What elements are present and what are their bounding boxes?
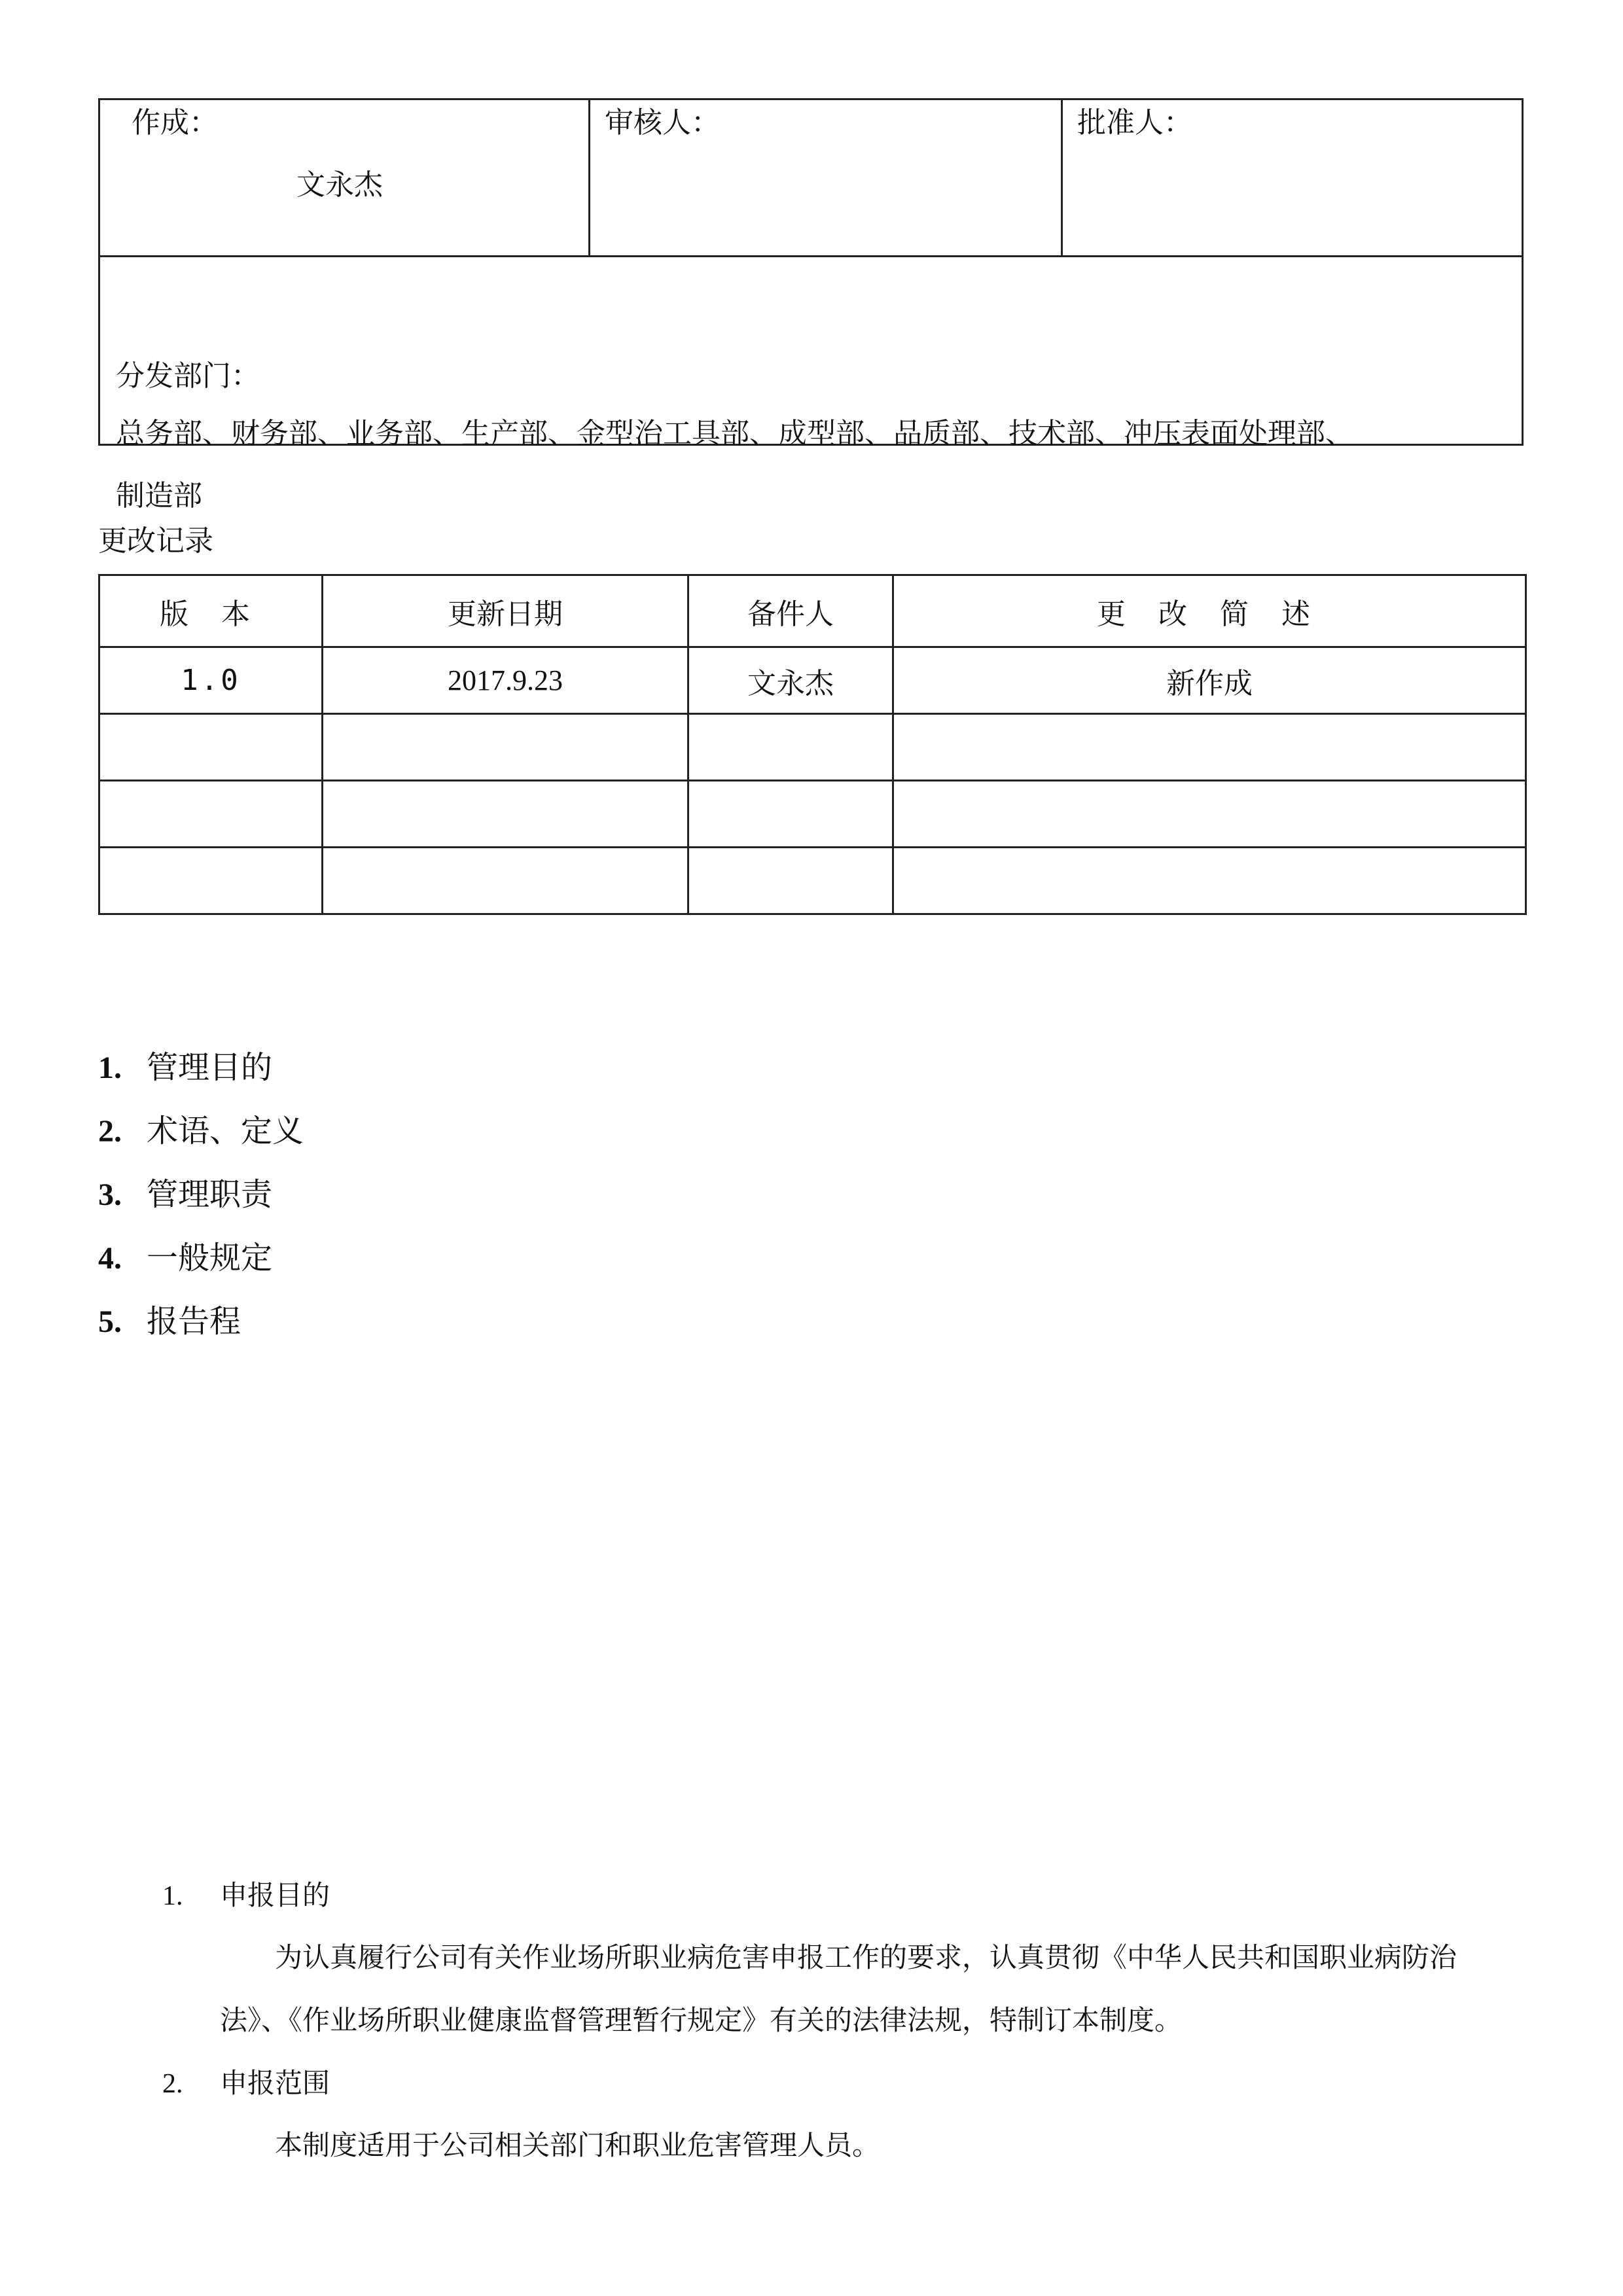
- cell-summary: [893, 848, 1526, 914]
- distribution-departments-line1: 总务部、财务部、业务部、生产部、金型治工具部、成型部、品质部、技术部、冲压表面处理部、: [116, 417, 1354, 450]
- table-of-contents: [98, 1046, 304, 1363]
- section-paragraph-line: 本制度适用于公司相关部门和职业危害管理人员。: [275, 2129, 880, 2161]
- toc-item: [98, 1236, 304, 1300]
- toc-item-number: 4.: [98, 1241, 122, 1276]
- cell-date: [323, 848, 688, 914]
- cell-author: [688, 714, 893, 781]
- table-row: [99, 647, 1526, 714]
- section-heading: [162, 2064, 330, 2104]
- cell-date: 2017.9.23: [323, 647, 688, 714]
- distribution-cell: [100, 257, 1522, 512]
- header-author: 备件人: [688, 575, 893, 647]
- toc-item: [98, 1109, 304, 1173]
- section-paragraph-line: 为认真履行公司有关作业场所职业病危害申报工作的要求，认真贯彻《中华人民共和国职业病防治: [275, 1941, 1457, 1973]
- table-row: [99, 781, 1526, 848]
- toc-item-label: 管理目的: [147, 1049, 273, 1086]
- toc-item-number: 1.: [98, 1050, 122, 1085]
- reviewer-label: 审核人：: [605, 106, 720, 139]
- table-row: [99, 714, 1526, 781]
- signature-row: [100, 100, 1522, 257]
- cell-date: [323, 714, 688, 781]
- prepared-cell: [100, 100, 590, 255]
- section-title: 申报范围: [220, 2067, 330, 2099]
- toc-item-number: 3.: [98, 1177, 122, 1212]
- reviewer-cell: [590, 100, 1063, 255]
- header-version: 版 本: [99, 575, 323, 647]
- cell-author: 文永杰: [688, 647, 893, 714]
- signature-table: [98, 98, 1524, 512]
- header-change-summary: 更 改 简 述: [893, 575, 1526, 647]
- cell-summary: [893, 714, 1526, 781]
- prepared-label: 作成：: [132, 106, 218, 139]
- section-number: 2.: [162, 2069, 183, 2099]
- approver-label: 批准人：: [1077, 106, 1192, 139]
- distribution-label: 分发部门：: [116, 359, 260, 393]
- cell-summary: 新作成: [893, 647, 1526, 714]
- toc-item: [98, 1300, 304, 1363]
- cell-author: [688, 781, 893, 848]
- cell-date: [323, 781, 688, 848]
- toc-item-label: 术语、定义: [147, 1113, 304, 1149]
- toc-item: [98, 1173, 304, 1236]
- cell-author: [688, 848, 893, 914]
- cell-version: [99, 714, 323, 781]
- cell-version: 1.0: [99, 647, 323, 714]
- toc-item-label: 一般规定: [147, 1240, 273, 1276]
- table-row: [99, 848, 1526, 914]
- section-number: 1.: [162, 1881, 183, 1911]
- change-record-title: 更改记录: [98, 524, 213, 558]
- change-record-table: [98, 574, 1527, 915]
- distribution-departments-line2: 制造部: [116, 479, 202, 512]
- toc-item-number: 2.: [98, 1114, 122, 1149]
- cell-version: [99, 781, 323, 848]
- section-heading: [162, 1876, 330, 1916]
- toc-item-number: 5.: [98, 1304, 122, 1339]
- cell-summary: [893, 781, 1526, 848]
- cell-version: [99, 848, 323, 914]
- section-paragraph-line: 法》、《作业场所职业健康监督管理暂行规定》有关的法律法规，特制订本制度。: [220, 2004, 1183, 2036]
- prepared-name: 文永杰: [296, 168, 383, 202]
- toc-item-label: 管理职责: [147, 1176, 273, 1213]
- change-table-header-row: [99, 575, 1526, 647]
- toc-item: [98, 1046, 304, 1109]
- toc-item-label: 报告程: [147, 1303, 241, 1340]
- section-title: 申报目的: [220, 1879, 330, 1911]
- header-update-date: 更新日期: [323, 575, 688, 647]
- approver-cell: [1063, 100, 1522, 255]
